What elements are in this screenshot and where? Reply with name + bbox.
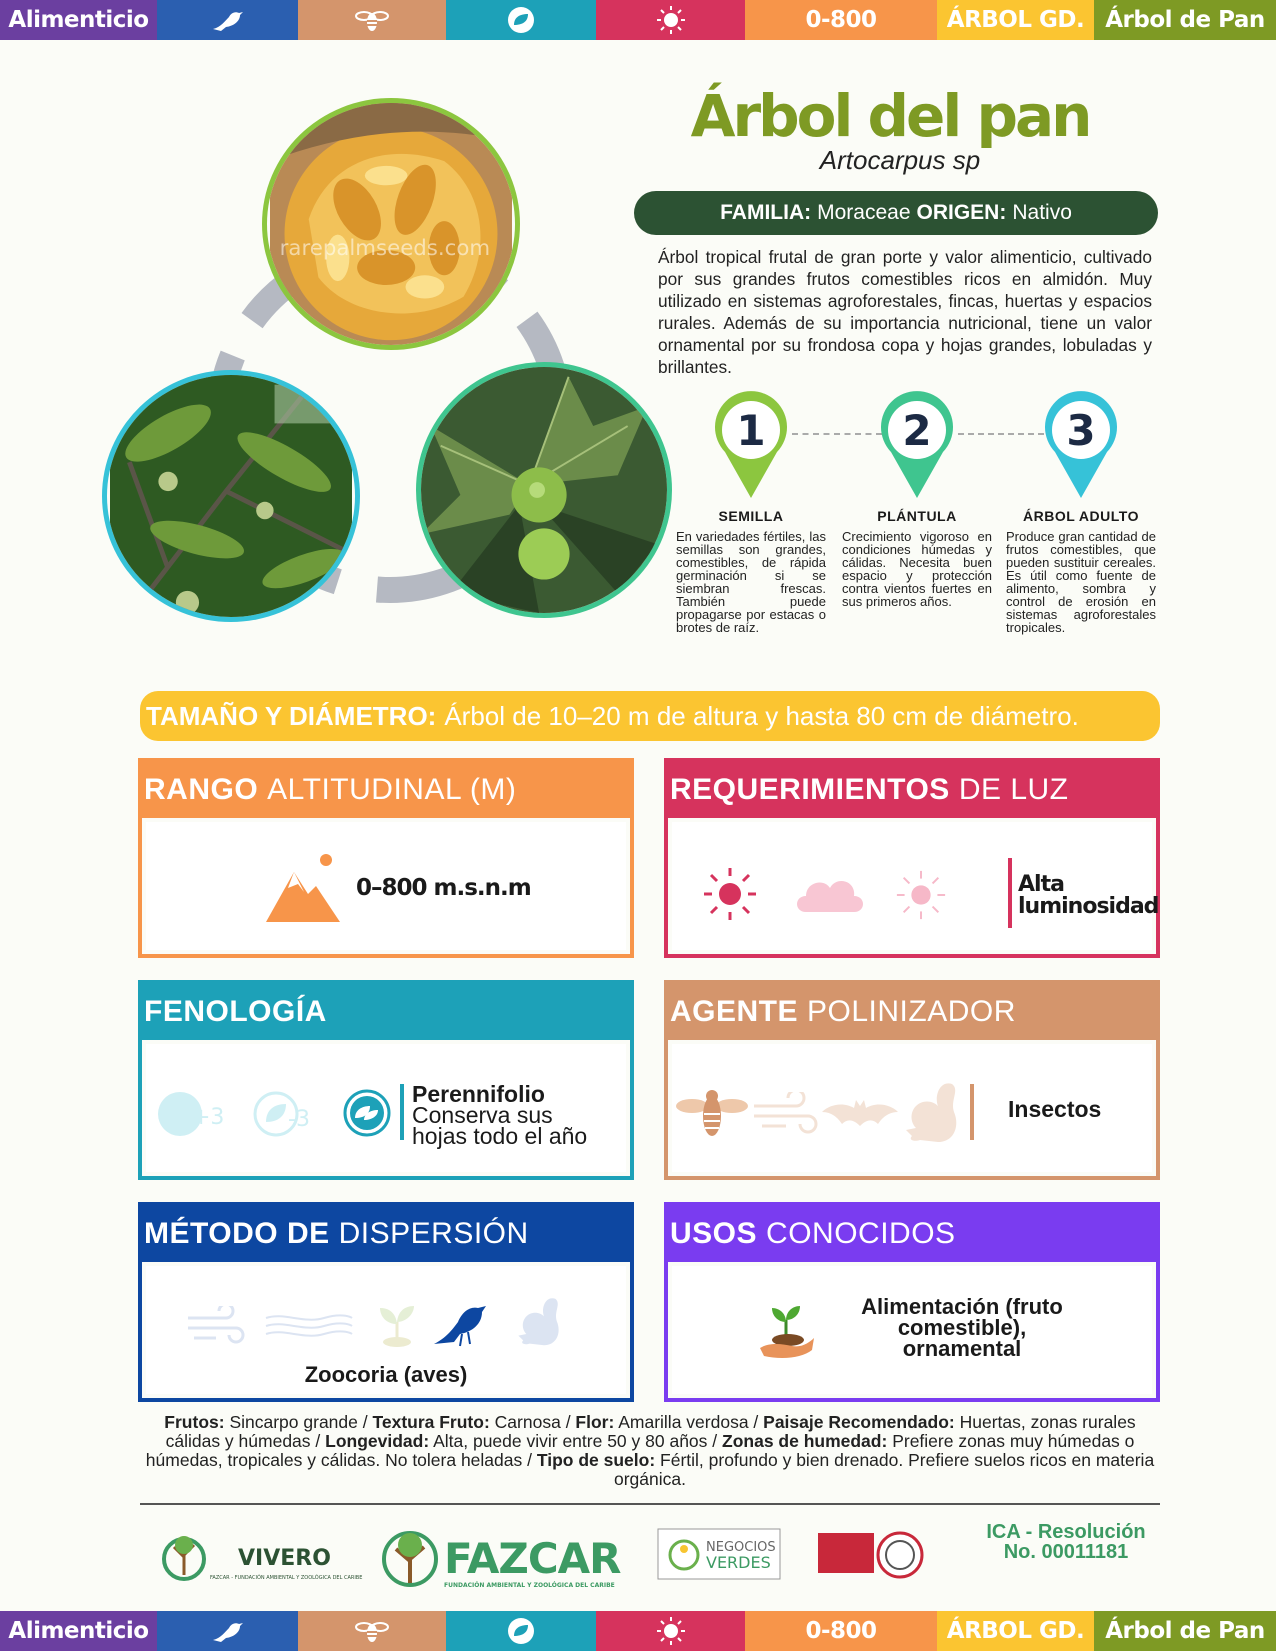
- pin-marker-icon: [877, 390, 957, 500]
- scientific-name: Artocarpus sp: [819, 145, 981, 175]
- size-banner: [140, 691, 1160, 741]
- semi-deciduous-icon: [250, 1088, 320, 1140]
- uses-box-title: USOS CONOCIDOS: [668, 1206, 1156, 1262]
- squirrel-icon: [898, 1082, 968, 1144]
- partial-sun-icon: [894, 868, 948, 922]
- stage-text: Crecimiento vigoroso en condiciones húmedas y cálidas. Necesita buen espacio y protección contra vientos fuertes en sus primeros años.: [842, 529, 992, 609]
- stage-title: PLÁNTULA: [877, 508, 957, 524]
- pin-marker-icon: [1041, 390, 1121, 500]
- watermark-text: rarepalmseeds.com: [279, 235, 491, 261]
- cloud-icon: [792, 868, 866, 918]
- tree-canopy-photo: [102, 370, 360, 622]
- sun-icon: [596, 1611, 745, 1651]
- size-value: Árbol de 10–20 m de altura y hasta 80 cm de diámetro.: [444, 700, 1079, 731]
- stage-number: 1: [736, 406, 766, 455]
- fazcar-logo: [384, 1533, 621, 1589]
- altitude-value: 0–800 m.s.n.m: [356, 875, 531, 901]
- familia-label: FAMILIA:: [720, 201, 812, 224]
- bureau-veritas-logo: [818, 1533, 922, 1577]
- squirrel-icon: [512, 1296, 568, 1348]
- stage-number: 3: [1066, 406, 1096, 455]
- size-label: TAMAÑO Y DIÁMETRO:: [146, 700, 437, 731]
- stage-title: ÁRBOL ADULTO: [1023, 508, 1139, 524]
- bird-icon: [157, 1611, 298, 1651]
- full-sun-icon: [702, 866, 758, 922]
- hand-plant-icon: [756, 1302, 816, 1362]
- pollinator-box-title: AGENTE POLINIZADOR: [668, 984, 1156, 1040]
- tag-arbol-grande: ÁRBOL GD.: [937, 0, 1094, 40]
- light-box-title: REQUERIMIENTOS DE LUZ: [668, 762, 1156, 818]
- svg-text:VERDES: VERDES: [706, 1553, 771, 1572]
- altitude-box-title: RANGO ALTITUDINAL (M): [142, 762, 630, 818]
- tag-altitud: 0-800: [745, 0, 937, 40]
- phenology-value: Perennifolio Conserva sus hojas todo el año: [412, 1081, 588, 1149]
- characteristics-footnote: Frutos: Sincarpo grande / Textura Fruto: Carnosa / Flor: Amarilla verdosa / Paisaje Recomendado: Huertas, zonas rurales cálidas y húmedas / Longevidad: Alta, puede vivir entre 50 y 80 años / Zonas de humedad: Prefiere zonas muy húmedas o húmedas, tropicales y cálidas. No tolera heladas / Tipo de suelo: Fértil, profundo y bien drenado. Prefiere suelos ricos en materia orgánica.: [145, 1412, 1155, 1489]
- dispersal-value: Zoocoria (aves): [304, 1362, 468, 1387]
- mountain-icon: [264, 852, 344, 924]
- uses-value: Alimentación (fruto comestible), ornamental: [861, 1294, 1063, 1361]
- stage-plantula: [842, 390, 992, 608]
- breadfruit-leaves-photo: [416, 362, 672, 618]
- description: Árbol tropical frutal de gran porte y valor alimenticio, cultivado por sus grandes frutos comestibles ricos en almidón. Muy utilizado en sistemas agroforestales, fincas, huertas y espacios rurales. Además de su importancia nutricional, tiene un valor ornamental por su frondosa copa y hojas grandes, lobuladas y brillantes.: [658, 247, 1152, 377]
- tag-arbol-de-pan: Árbol de Pan: [1094, 1611, 1276, 1651]
- wind-icon: [186, 1306, 246, 1346]
- svg-text:FAZCAR: FAZCAR: [444, 1534, 621, 1583]
- phenology-box-title: FENOLOGÍA: [142, 984, 630, 1040]
- bird-icon: [432, 1298, 496, 1350]
- tag-arbol-de-pan: Árbol de Pan: [1094, 0, 1276, 40]
- svg-text:FUNDACIÓN AMBIENTAL Y ZOOLÓGIC: FUNDACIÓN AMBIENTAL Y ZOOLÓGICA DEL CARIBE: [444, 1582, 615, 1589]
- bat-icon: [820, 1096, 900, 1132]
- stage-title: SEMILLA: [718, 508, 784, 524]
- ica-resolution: ICA - Resolución No. 00011181: [986, 1521, 1146, 1563]
- wind-icon: [752, 1092, 818, 1138]
- tag-alimenticio: Alimenticio: [0, 1611, 157, 1651]
- light-box: [664, 758, 1160, 958]
- footer-divider: [140, 1503, 1160, 1505]
- stage-number: 2: [902, 406, 932, 455]
- bottom-category-bar: [0, 1611, 1276, 1651]
- fruit-photo: [262, 98, 520, 350]
- bee-icon: [298, 0, 446, 40]
- evergreen-leaf-icon: [342, 1088, 392, 1138]
- stage-text: En variedades fértiles, las semillas son grandes, comestibles, de rápida germinación si se siembran frescas. También puede propagarse por estacas o brotes de raíz.: [676, 529, 826, 635]
- pollinator-box: [664, 980, 1160, 1180]
- vivero-logo: [164, 1536, 362, 1581]
- top-category-bar: [0, 0, 1276, 40]
- bird-icon: [157, 0, 298, 40]
- stage-semilla: [676, 390, 826, 634]
- uses-box: [664, 1202, 1160, 1402]
- water-icon: [264, 1310, 354, 1346]
- dispersal-box-title: MÉTODO DE DISPERSIÓN: [142, 1206, 630, 1262]
- stage-text: Produce gran cantidad de frutos comestibles, que pueden sustituir cereales. Es útil como fuente de alimento, sombra y control de erosión en sistemas agroforestales tropicales.: [1006, 529, 1156, 635]
- dispersal-box: [138, 1202, 634, 1402]
- deciduous-icon: [156, 1088, 226, 1140]
- bee-icon: [298, 1611, 446, 1651]
- origen-label: ORIGEN:: [916, 201, 1007, 224]
- svg-text:VIVERO: VIVERO: [238, 1546, 331, 1571]
- seedling-icon: [372, 1298, 422, 1348]
- leaf-circle-icon: [446, 1611, 596, 1651]
- phenology-box: [138, 980, 634, 1180]
- pin-marker-icon: [711, 390, 791, 500]
- origen-value: Nativo: [1012, 201, 1072, 224]
- divider: [400, 1084, 404, 1140]
- negocios-verdes-logo: [658, 1529, 780, 1579]
- family-origin-pill: [634, 191, 1158, 235]
- tag-arbol-grande: ÁRBOL GD.: [937, 1611, 1094, 1651]
- tag-alimenticio: Alimenticio: [0, 0, 157, 40]
- leaf-circle-icon: [446, 0, 596, 40]
- bee-icon: [676, 1084, 748, 1142]
- divider: [1008, 858, 1012, 928]
- svg-text:NEGOCIOS: NEGOCIOS: [706, 1540, 776, 1555]
- svg-text:+3: +3: [192, 1105, 225, 1130]
- page-title: Árbol del pan: [690, 82, 1090, 150]
- altitude-box: [138, 758, 634, 958]
- svg-text:-3: -3: [288, 1107, 310, 1132]
- stage-arbol-adulto: [1006, 390, 1156, 634]
- svg-text:FAZCAR - FUNDACIÓN AMBIENTAL Y: FAZCAR - FUNDACIÓN AMBIENTAL Y ZOOLÓGICA DEL CARIBE: [210, 1575, 363, 1581]
- tag-altitud: 0-800: [745, 1611, 937, 1651]
- pollinator-value: Insectos: [1008, 1096, 1102, 1122]
- familia-value: Moraceae: [817, 201, 911, 224]
- sun-icon: [596, 0, 745, 40]
- light-value: Alta luminosidad: [1018, 872, 1159, 919]
- divider: [970, 1084, 974, 1140]
